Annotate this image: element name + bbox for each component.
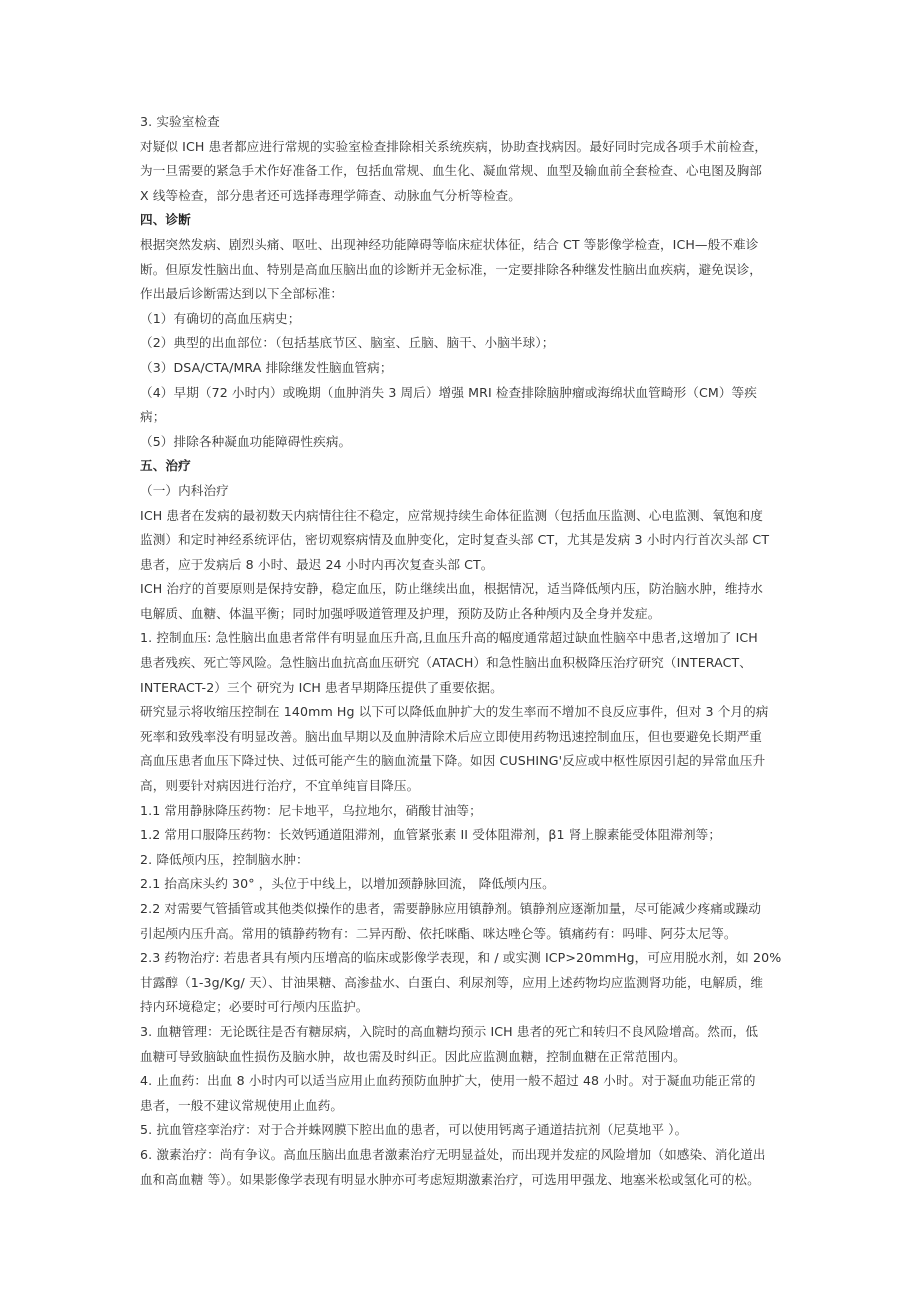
paragraph-line: 3. 血糖管理：无论既往是否有糖尿病，入院时的高血糖均预示 ICH 患者的死亡和转归不良风险增高。然而，低 (140, 1023, 759, 1039)
paragraph-line: 监测）和定时神经系统评估，密切观察病情及血肿变化，定时复查头部 CT，尤其是发病 3 小时内行首次头部 CT (140, 532, 770, 548)
paragraph-line: 患者，一般不建议常规使用止血药。 (140, 1097, 344, 1113)
paragraph-line: 甘露醇（1-3g/Kg/ 天）、甘油果糖、高渗盐水、白蛋白、利尿剂等，应用上述药物均应监测肾功能，电解质，维 (140, 974, 764, 990)
paragraph-line: 6. 激素治疗：尚有争议。高血压脑出血患者激素治疗无明显益处，而出现并发症的风险增加（如感染、消化道出 (140, 1146, 766, 1162)
paragraph-line: 4. 止血药：出血 8 小时内可以适当应用止血药预防血肿扩大，使用一般不超过 48 小时。对于凝血功能正常的 (140, 1073, 756, 1089)
paragraph-line: 2. 降低颅内压，控制脑水肿： (140, 851, 309, 867)
paragraph-line: 1.2 常用口服降压药物：长效钙通道阻滞剂，血管紧张素 II 受体阻滞剂，β1 肾上腺素能受体阻滞剂等； (140, 827, 722, 843)
paragraph-line: 对疑似 ICH 患者都应进行常规的实验室检查排除相关系统疾病，协助查找病因。最好同时完成各项手术前检查， (140, 138, 768, 154)
paragraph-line: 1. 控制血压: 急性脑出血患者常伴有明显血压升高,且血压升高的幅度通常超过缺血性脑卒中患者,这增加了 ICH (140, 630, 758, 646)
paragraph-line: 死率和致残率没有明显改善。脑出血早期以及血肿清除术后应立即使用药物迅速控制血压，但也要避免长期严重 (140, 728, 762, 744)
paragraph-line: 2.3 药物治疗: 若患者具有颅内压增高的临床或影像学表现，和 / 或实测 ICP>20mmHg，可应用脱水剂，如 20% (140, 950, 782, 966)
paragraph-line: 根据突然发病、剧烈头痛、呕吐、出现神经功能障碍等临床症状体征，结合 CT 等影像学检查，ICH—般不难诊 (140, 236, 759, 252)
section-title-lab-tests: 3. 实验室检查 (140, 114, 220, 129)
list-item: （2）典型的出血部位：（包括基底节区、脑室、丘脑、脑干、小脑半球）； (140, 335, 555, 351)
paragraph-line: 引起颅内压升高。常用的镇静药物有：二异丙酚、依托咪酯、咪达唑仑等。镇痛药有：吗啡、阿芬太尼等。 (140, 925, 737, 941)
paragraph-line: 高血压患者血压下降过快、过低可能产生的脑血流量下降。如因 CUSHING'反应或中枢性原因引起的异常血压升 (140, 753, 766, 769)
list-item: （1）有确切的高血压病史； (140, 310, 301, 326)
paragraph-line: 高，则要针对病因进行治疗，不宜单纯盲目降压。 (140, 778, 420, 794)
paragraph-line: 患者残疾、死亡等风险。急性脑出血抗高血压研究（ATACH）和急性脑出血积极降压治疗研究（INTERACT、 (140, 655, 752, 671)
heading-treatment: 五、治疗 (140, 458, 191, 474)
paragraph-line: 血糖可导致脑缺血性损伤及脑水肿，故也需及时纠正。因此应监测血糖，控制血糖在正常范围内。 (140, 1048, 686, 1064)
paragraph-line: 2.2 对需要气管插管或其他类似操作的患者，需要静脉应用镇静剂。镇静剂应逐渐加量，尽可能减少疼痛或躁动 (140, 901, 762, 916)
paragraph-line: 2.1 抬高床头约 30° ，头位于中线上，以增加颈静脉回流， 降低颅内压。 (140, 876, 555, 892)
paragraph-line: 血和高血糖 等）。如果影像学表现有明显水肿亦可考虑短期激素治疗，可选用甲强龙、地塞米松或氢化可的松。 (140, 1171, 760, 1187)
paragraph-line: 研究显示将收缩压控制在 140mm Hg 以下可以降低血肿扩大的发生率而不增加不良反应事件，但对 3 个月的病 (140, 704, 769, 720)
document-page (140, 110, 788, 1192)
paragraph-line: 5. 抗血管痉挛治疗：对于合并蛛网膜下腔出血的患者，可以使用钙离子通道拮抗剂（尼莫地平 ）。 (140, 1122, 688, 1138)
paragraph-line: INTERACT-2）三个 研究为 ICH 患者早期降压提供了重要依据。 (140, 679, 503, 695)
list-item-continuation: 病； (140, 409, 166, 425)
paragraph-line: 持内环境稳定；必要时可行颅内压监护。 (140, 999, 369, 1015)
paragraph-line: 1.1 常用静脉降压药物：尼卡地平，乌拉地尔，硝酸甘油等； (140, 802, 482, 818)
subheading-medical-treatment: （一）内科治疗 (140, 482, 229, 498)
paragraph-line: 患者，应于发病后 8 小时、最迟 24 小时内再次复查头部 CT。 (140, 556, 494, 572)
heading-diagnosis: 四、诊断 (140, 212, 191, 228)
paragraph-line: ICH 患者在发病的最初数天内病情往往不稳定，应常规持续生命体征监测（包括血压监测、心电监测、氧饱和度 (140, 507, 763, 523)
paragraph-line: 断。但原发性脑出血、特别是高血压脑出血的诊断并无金标准，一定要排除各种继发性脑出血疾病，避免误诊， (140, 261, 762, 277)
list-item: （3）DSA/CTA/MRA 排除继发性脑血管病； (140, 359, 393, 375)
list-item: （4）早期（72 小时内）或晚期（血肿消失 3 周后）增强 MRI 检查排除脑肿瘤或海绵状血管畸形（CM）等疾 (140, 384, 757, 400)
paragraph-line: ICH 治疗的首要原则是保持安静，稳定血压，防止继续出血，根据情况，适当降低颅内压，防治脑水肿，维持水 (140, 581, 763, 597)
paragraph-line: X 线等检查，部分患者还可选择毒理学筛查、动脉血气分析等检查。 (140, 187, 521, 203)
list-item: （5）排除各种凝血功能障碍性疾病。 (140, 433, 352, 449)
paragraph-line: 电解质、血糖、体温平衡；同时加强呼吸道管理及护理，预防及防止各种颅内及全身并发症。 (140, 605, 661, 621)
paragraph-line: 为一旦需要的紧急手术作好准备工作，包括血常规、血生化、凝血常规、血型及输血前全套检查、心电图及胸部 (140, 163, 762, 179)
paragraph-line: 作出最后诊断需达到以下全部标准： (140, 286, 344, 302)
